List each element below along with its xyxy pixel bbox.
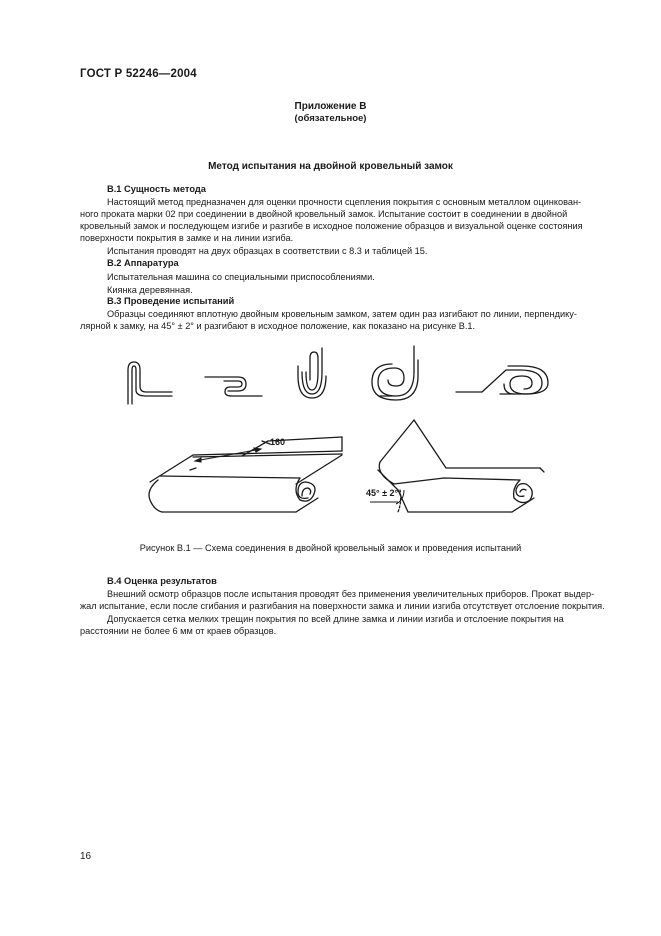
standard-designation: ГОСТ Р 52246—2004	[80, 68, 197, 80]
seam-stage-4	[372, 346, 418, 400]
section-b3-heading: В.3 Проведение испытаний	[107, 296, 235, 306]
annex-title: Приложение В	[294, 101, 367, 112]
section-b1-text-line: Испытания проводят на двух образцах в соответствии с 8.3 и таблицей 15.	[107, 246, 428, 256]
section-b3-text-line: лярной к замку, на 45° ± 2° и разгибают в исходное положение, как показано на рисунке В.1.	[80, 321, 476, 331]
seam-stage-5	[456, 366, 548, 394]
section-b3-text-line: Образцы соединяют вплотную двойным кровельным замком, затем один раз изгибают по линии, перпендику-	[107, 309, 577, 319]
section-b2-item: Киянка деревянная.	[107, 285, 193, 295]
section-b1-heading: В.1 Сущность метода	[107, 184, 206, 194]
section-b1-text-line: кровельный замок и последующем изгибе и разгибе в исходное положение образцов и визуальной оценке состояния	[80, 221, 583, 231]
section-b1-text-line: поверхности покрытия в замке и на линии изгиба.	[80, 233, 294, 243]
section-b4-heading: В.4 Оценка результатов	[107, 576, 217, 586]
specimen-bent	[378, 420, 544, 512]
angle-label: 45° ± 2°	[366, 488, 399, 498]
section-b4-text-line: расстоянии не более 6 мм от краев образцов.	[80, 626, 277, 636]
figure-caption: Рисунок В.1 — Схема соединения в двойной кровельный замок и проведения испытаний	[139, 543, 522, 553]
section-b2-item: Испытательная машина со специальными приспособлениями.	[107, 272, 375, 282]
section-b4-text-line: жал испытание, если после сгибания и разгибания на поверхности замка и линии изгиба отсутствует отслоение покрытия.	[80, 601, 605, 611]
seam-stage-2	[205, 377, 262, 396]
section-b4-text-line: Внешний осмотр образцов после испытания проводят без применения увеличительных приборов. Прокат выдер-	[107, 589, 595, 599]
section-b2-heading: В.2 Аппаратура	[107, 258, 179, 268]
section-b4-text-line: Допускается сетка мелких трещин покрытия по всей длине замка и линии изгиба и отслоение покрытия на	[107, 614, 564, 624]
specimen-straight	[149, 437, 342, 512]
seam-stage-1	[128, 362, 172, 404]
method-title: Метод испытания на двойной кровельный замок	[208, 161, 453, 172]
section-b1-text-line: Настоящий метод предназначен для оценки прочности сцепления покрытия с основным металлом оцинкован-	[107, 197, 582, 207]
dimension-label: 160	[270, 437, 286, 447]
annex-status: (обязательное)	[294, 113, 367, 124]
section-b1-text-line: ного проката марки 02 при соединении в двойной кровельный замок. Испытание состоит в соединении в двойной	[80, 209, 568, 219]
seam-stage-3	[298, 348, 326, 398]
page-number: 16	[80, 851, 92, 862]
